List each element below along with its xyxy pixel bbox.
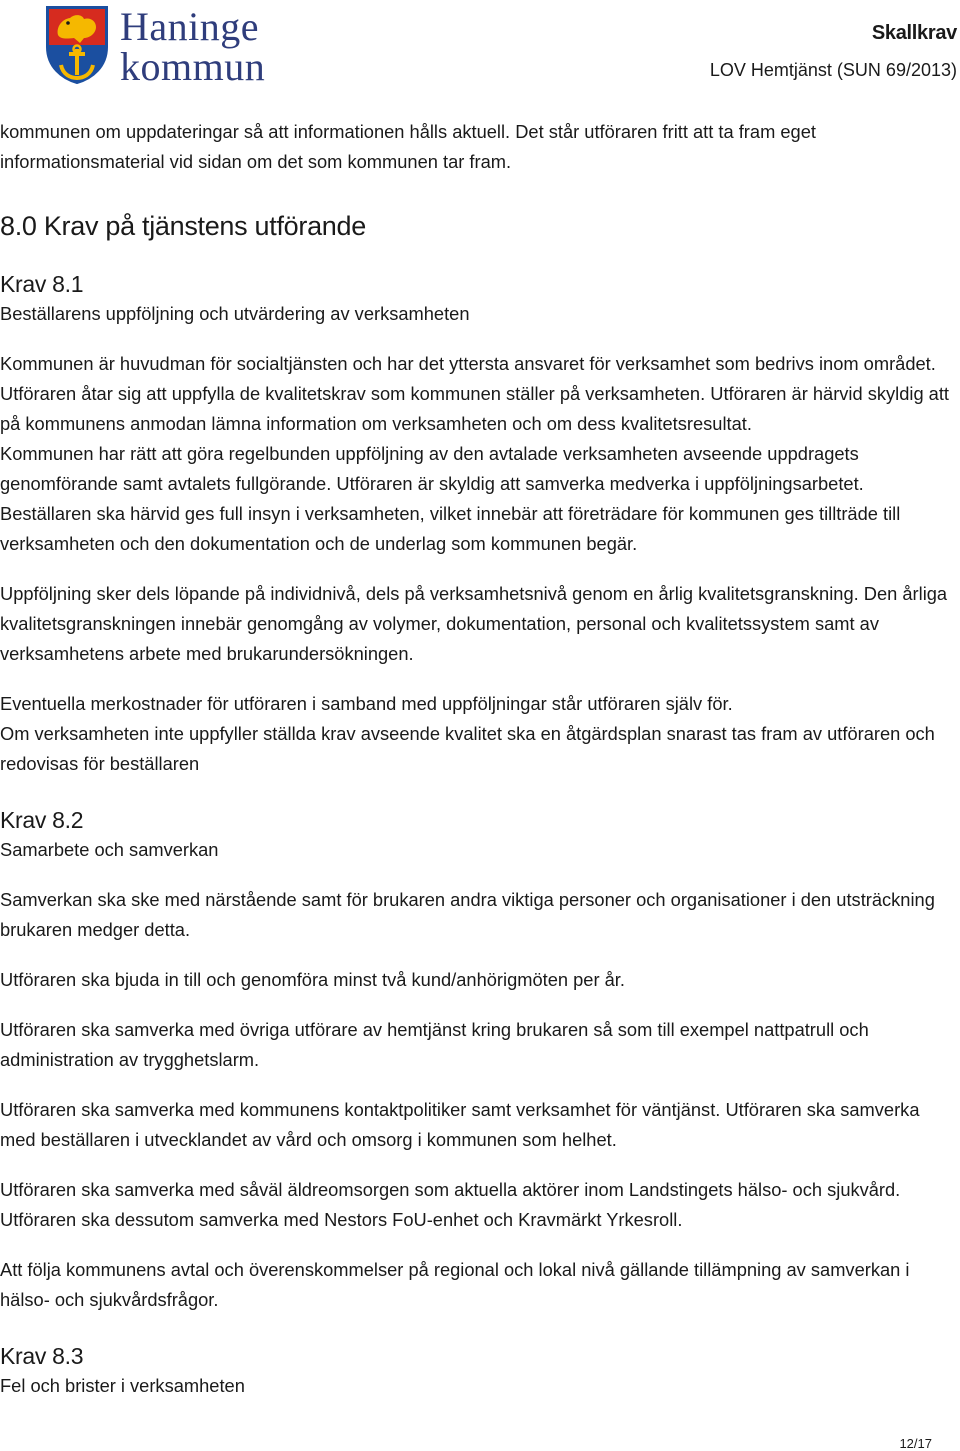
krav-8-2-paragraph: Utföraren ska samverka med såväl äldreomsorgen som aktuella aktörer inom Landstingets hälso- och sjukvård. Utföraren ska dessutom samverka med Nestors FoU-enhet och Kravmärkt Yrkesroll.: [0, 1179, 901, 1230]
krav-8-2-heading: Krav 8.2: [0, 807, 84, 833]
logo-wordmark-line-2: kommun: [120, 44, 266, 89]
section-heading: 8.0 Krav på tjänstens utförande: [0, 211, 366, 241]
krav-8-3-subtitle: Fel och brister i verksamheten: [0, 1375, 245, 1396]
krav-8-2-paragraph: Utföraren ska samverka med kommunens kontaktpolitiker samt verksamhet för väntjänst. Utföraren ska samverka med beställaren i utvecklandet av vård och omsorg i kommunen som helhet.: [0, 1099, 920, 1150]
krav-8-3-heading: Krav 8.3: [0, 1343, 84, 1369]
page-header: [0, 0, 960, 95]
krav-8-1-paragraph: Uppföljning sker dels löpande på individnivå, dels på verksamhetsnivå genom en årlig kvalitetsgranskning. Den årliga kvalitetsgranskningen innebär genomgång av volymer, dokumentation, personal och kvalitetssystem samt av verksamhetens arbete med brukarundersökningen.: [0, 583, 948, 664]
document-type: Skallkrav: [871, 22, 957, 44]
krav-8-2-subtitle: Samarbete och samverkan: [0, 839, 219, 860]
krav-8-1-paragraph: Kommunen har rätt att göra regelbunden uppföljning av den avtalade verksamheten avseende uppdragets genomförande samt avtalets fullgörande. Utföraren är skyldig att samverka medverka i uppföljningsarbetet. Beställaren ska härvid ges full insyn i verksamheten, vilket innebär att företrädare för kommunen ges tillträde till verksamheten och den dokumentation och de underlag som kommunen begär.: [0, 443, 901, 554]
haninge-kommun-logo: [44, 4, 284, 89]
krav-8-1-subtitle: Beställarens uppföljning och utvärdering av verksamheten: [0, 303, 470, 324]
page-number: 12/17: [899, 1436, 932, 1451]
intro-paragraph: kommunen om uppdateringar så att informationen hålls aktuell. Det står utföraren fritt att ta fram eget informationsmaterial vid sidan om det som kommunen tar fram.: [0, 121, 816, 172]
krav-8-2-paragraph: Utföraren ska samverka med övriga utförare av hemtjänst kring brukaren så som till exempel nattpatrull och administration av trygghetslarm.: [0, 1019, 869, 1070]
logo-wordmark-line-1: Haninge: [120, 4, 260, 49]
krav-8-1-paragraph: Om verksamheten inte uppfyller ställda krav avseende kvalitet ska en åtgärdsplan snarast tas fram av utföraren och redovisas för beställaren: [0, 723, 935, 774]
coat-of-arms-icon: [44, 5, 110, 85]
krav-8-1-paragraph: Kommunen är huvudman för socialtjänsten och har det yttersta ansvaret för verksamhet som bedrivs inom området. Utföraren åtar sig att uppfylla de kvalitetskrav som kommunen ställer på verksamheten. Utföraren är härvid skyldig att på kommunens anmodan lämna information om verksamheten och om dess kvalitetsresultat.: [0, 353, 950, 434]
krav-8-1-heading: Krav 8.1: [0, 271, 84, 297]
document-reference: LOV Hemtjänst (SUN 69/2013): [709, 60, 957, 80]
krav-8-2-paragraph: Utföraren ska bjuda in till och genomföra minst två kund/anhörigmöten per år.: [0, 969, 625, 990]
page-content: [0, 117, 960, 1401]
krav-8-2-paragraph: Att följa kommunens avtal och överenskommelser på regional och lokal nivå gällande tillämpning av samverkan i hälso- och sjukvårdsfrågor.: [0, 1259, 910, 1310]
krav-8-1-paragraph: Eventuella merkostnader för utföraren i samband med uppföljningar står utföraren själv för.: [0, 693, 733, 714]
krav-8-2-paragraph: Samverkan ska ske med närstående samt för brukaren andra viktiga personer och organisationer i den utsträckning brukaren medger detta.: [0, 889, 935, 940]
